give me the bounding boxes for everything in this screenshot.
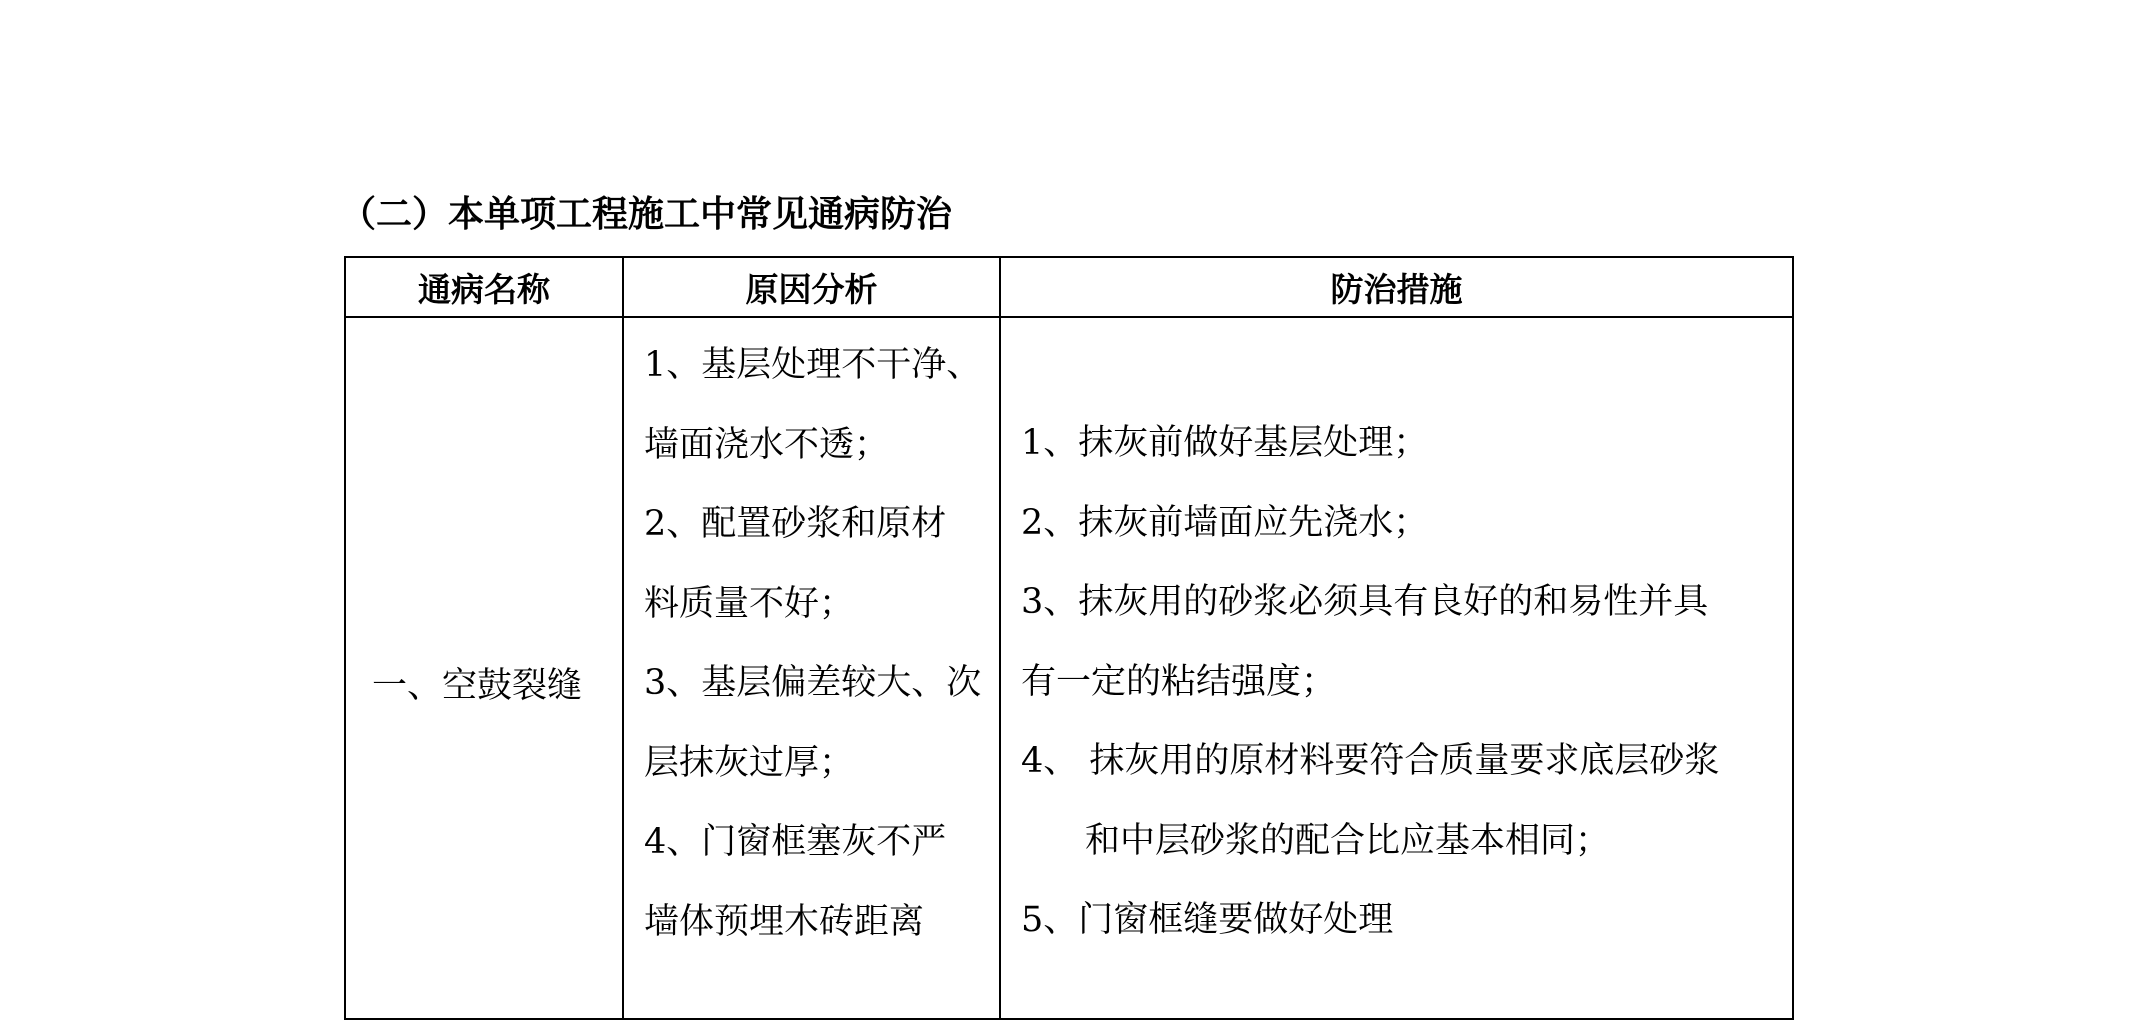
cause-line: 墙体预埋木砖距离 bbox=[644, 901, 925, 942]
cause-analysis-cell bbox=[623, 317, 1000, 1019]
measure-line: 5、门窗框缝要做好处理 bbox=[1021, 900, 1394, 940]
measure-line: 1、抹灰前做好基层处理； bbox=[1021, 423, 1429, 463]
prevention-measures-cell bbox=[1000, 317, 1793, 1019]
cause-line: 料质量不好； bbox=[644, 583, 855, 624]
measure-list bbox=[1001, 318, 1792, 961]
header-defect-name: 通病名称 bbox=[345, 257, 623, 317]
section-title: （二）本单项工程施工中常见通病防治 bbox=[340, 193, 953, 235]
cause-line: 层抹灰过厚； bbox=[644, 742, 855, 783]
table-header-row bbox=[345, 257, 1793, 317]
measure-line: 有一定的粘结强度； bbox=[1021, 661, 1337, 702]
cause-line: 3、基层偏差较大、次 bbox=[644, 663, 982, 703]
defect-name-cell bbox=[345, 317, 623, 1019]
defect-name: 一、空鼓裂缝 bbox=[372, 666, 583, 706]
measure-line: 和中层砂浆的配合比应基本相同； bbox=[1085, 820, 1611, 861]
table-row bbox=[345, 317, 1793, 1019]
cause-line: 2、配置砂浆和原材 bbox=[644, 504, 947, 544]
cause-line: 1、基层处理不干净、 bbox=[644, 345, 982, 385]
defect-prevention-table bbox=[344, 256, 1794, 1020]
measure-line: 3、抹灰用的砂浆必须具有良好的和易性并具 bbox=[1021, 582, 1709, 622]
measure-line: 4、 抹灰用的原材料要符合质量要求底层砂浆 bbox=[1021, 741, 1720, 781]
cause-list bbox=[624, 318, 999, 962]
cause-line: 墙面浇水不透； bbox=[644, 424, 890, 465]
header-cause-analysis: 原因分析 bbox=[623, 257, 1000, 317]
measure-line: 2、抹灰前墙面应先浇水； bbox=[1021, 502, 1429, 543]
cause-line: 4、门窗框塞灰不严 bbox=[644, 822, 947, 862]
header-prevention-measures: 防治措施 bbox=[1000, 257, 1793, 317]
